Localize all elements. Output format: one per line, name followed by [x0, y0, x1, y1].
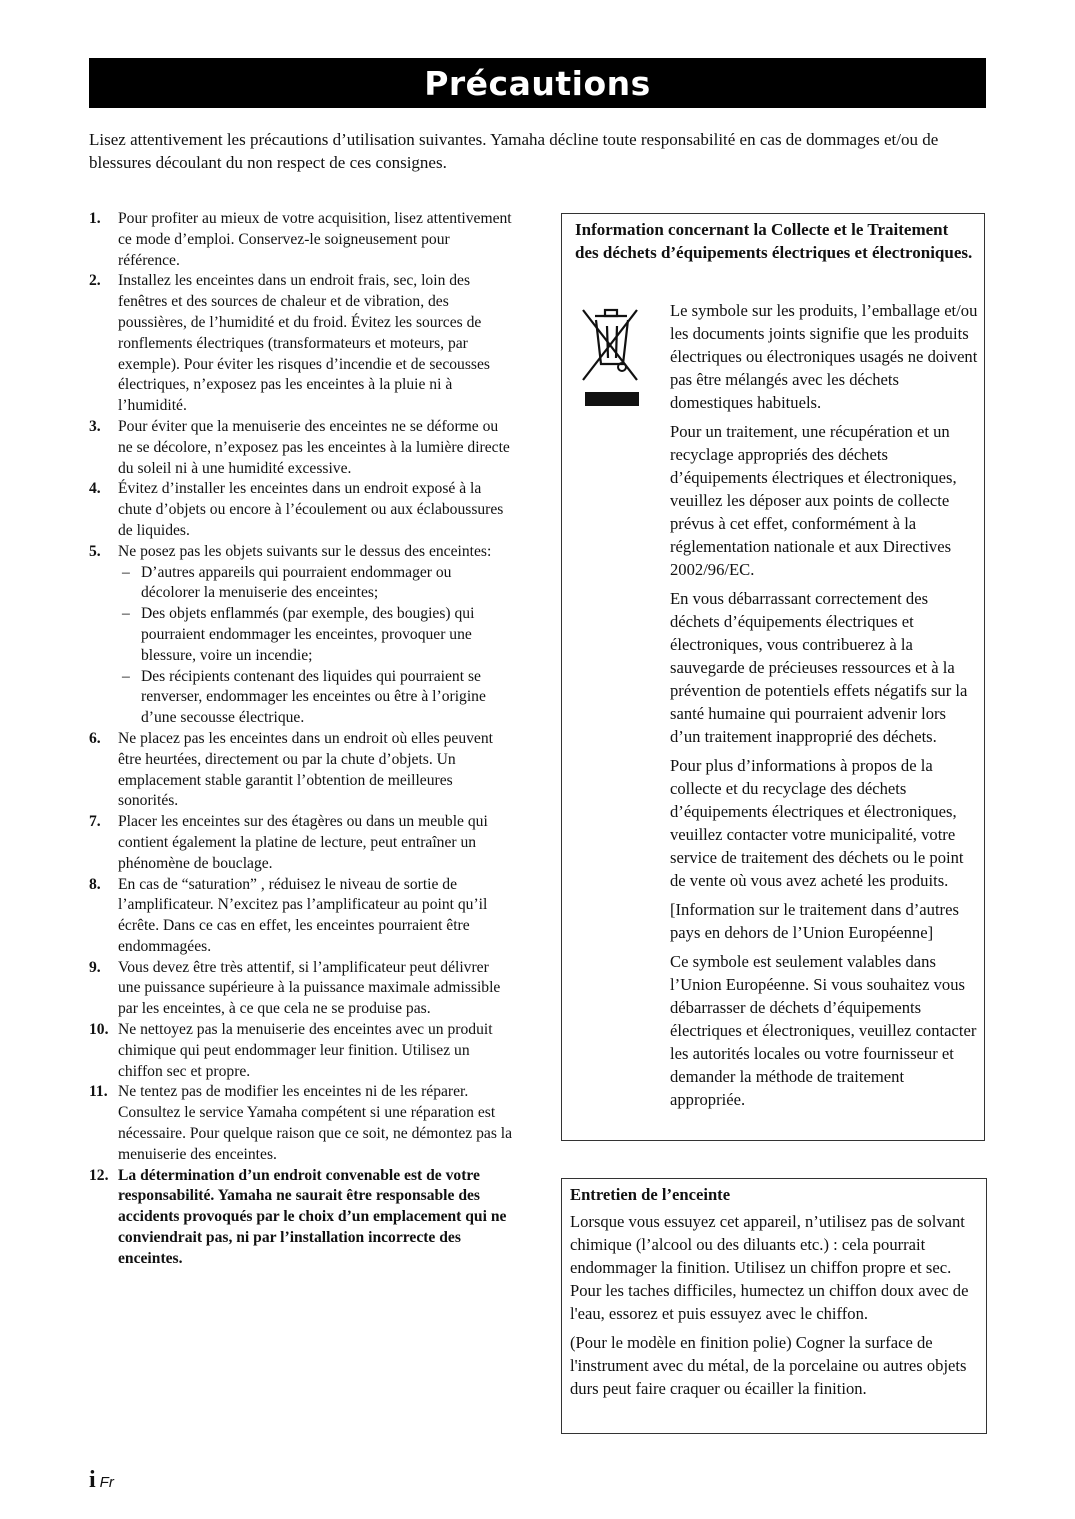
weee-paragraph: Pour un traitement, une récupération et un recyclage appropriés des déchets d’équipements électriques et électroniques, veuillez les déposer aux points de collecte prévus à cet effet, conformément à la réglementation nationale et aux Directives 2002/96/EC.: [670, 422, 957, 579]
list-item-body: [118, 812, 513, 874]
precautions-list: [89, 209, 513, 1270]
list-item-body: [118, 542, 513, 729]
list-item-number: 4.: [89, 480, 101, 498]
list-item-body: [118, 417, 513, 479]
list-item: [89, 1166, 513, 1270]
list-item-text: Installez les enceintes dans un endroit frais, sec, loin des fenêtres et des sources de chaleur et de vibration, des poussières, de l’humidité et du froid. Évitez les sources de ronflements électriques (transformateurs et moteurs, par exemple). Pour éviter les risques d’incendie et de secousses électriques, n’exposez pas les enceintes à la pluie ni à l’humidité.: [118, 272, 490, 415]
list-item: [89, 812, 513, 874]
list-item-text: Pour éviter que la menuiserie des enceintes ne se déforme ou ne se décolore, n’exposez pas les enceintes à la lumière directe du soleil ni à une humidité excessive.: [118, 417, 510, 477]
list-item: [89, 729, 513, 812]
sub-list-dash: –: [122, 667, 130, 685]
weee-paragraphs: [670, 299, 978, 1117]
list-item-text: Ne posez pas les objets suivants sur le dessus des enceintes:: [118, 542, 492, 560]
list-item: [89, 1082, 513, 1165]
list-item: [89, 417, 513, 479]
weee-paragraph: Pour plus d’informations à propos de la collecte et du recyclage des déchets d’équipements électriques et électroniques, veuillez contacter votre municipalité, votre service de traitement des déchets ou le point de vente où vous avez acheté les produits.: [670, 756, 964, 890]
list-item-number: 12.: [89, 1166, 109, 1184]
list-item: [89, 209, 513, 271]
care-paragraph: (Pour le modèle en finition polie) Cogner la surface de l'instrument avec du métal, de la porcelaine ou autres objets durs peut faire craquer ou écailler la finition.: [570, 1333, 967, 1398]
list-item-text: Placer les enceintes sur des étagères ou dans un meuble qui contient également la platine de lecture, peut entraîner un phénomène de bouclage.: [118, 813, 488, 872]
language-code: Fr: [99, 1474, 114, 1491]
list-item-body: [118, 1020, 513, 1082]
crossed-out-wheelie-bin-icon: [575, 304, 647, 414]
sub-list-item: [122, 604, 513, 666]
speaker-care-box: [561, 1178, 987, 1434]
sub-list-dash: –: [122, 605, 130, 623]
list-item: [89, 542, 513, 729]
list-item: [89, 479, 513, 541]
weee-paragraph: Le symbole sur les produits, l’emballage et/ou les documents joints signifie que les produits électriques ou électroniques usagés ne doivent pas être mélangés avec les déchets domestiques habituels.: [670, 301, 978, 412]
page-title: Précautions: [89, 58, 986, 108]
list-item-body: [118, 479, 513, 541]
list-item-number: 1.: [89, 210, 101, 227]
list-item-body: [118, 209, 513, 271]
page-footer: [89, 1467, 114, 1494]
list-item-number: 5.: [89, 542, 101, 560]
list-item-number: 2.: [89, 272, 101, 290]
weee-heading: Information concernant la Collecte et le Traitement des déchets d’équipements électriques et électroniques.: [575, 220, 973, 262]
sub-list-text: Des objets enflammés (par exemple, des bougies) qui pourraient endommager les enceintes, provoquer une blessure, voire un incendie;: [141, 605, 475, 664]
list-item-text: Évitez d’installer les enceintes dans un endroit exposé à la chute d’objets ou encore à l’écoulement ou aux éclaboussures de liquides.: [118, 480, 504, 539]
list-item-text: Ne placez pas les enceintes dans un endroit où elles peuvent être heurtées, directement ou par la chute d’objets. Un emplacement stable garantit l’obtention de meilleures sonorités.: [118, 729, 493, 810]
list-item-number: 9.: [89, 958, 101, 976]
list-item-text: La détermination d’un endroit convenable est de votre responsabilité. Yamaha ne saurait être responsable des accidents provoqués par le choix d’un emplacement qui ne conviendrait pas, ni par l’installation incorrecte des enceintes.: [118, 1166, 507, 1267]
list-item-body: [118, 1166, 513, 1270]
list-item-text: En cas de “saturation” , réduisez le niveau de sortie de l’amplificateur. N’excitez pas l’amplificateur au point qu’il écrête. Dans ce cas en effet, les enceintes pourraient être endommagées.: [118, 875, 488, 955]
list-item-text: Ne nettoyez pas la menuiserie des enceintes avec un produit chimique qui peut endommager leur finition. Utilisez un chiffon sec et propre.: [118, 1021, 493, 1080]
list-item-number: 10.: [89, 1021, 109, 1039]
list-item-text: Ne tentez pas de modifier les enceintes ni de les réparer. Consultez le service Yamaha compétent si une réparation est nécessaire. Pour quelque raison que ce soit, ne démontez pas la menuiserie des enceintes.: [118, 1083, 513, 1163]
list-item-body: [118, 729, 513, 812]
weee-paragraph: En vous débarrassant correctement des déchets d’équipements électriques et électroniques, vous contribuerez à la sauvegarde de précieuses ressources et à la prévention de potentiels effets négatifs sur la santé humaine qui pourraient advenir lors d’un traitement inapproprié des déchets.: [670, 589, 968, 746]
list-item: [89, 271, 513, 417]
weee-paragraph: Ce symbole est seulement valables dans l’Union Européenne. Si vous souhaitez vous débarrasser de déchets d’équipements électriques et électroniques, veuillez contacter les autorités locales ou votre fournisseur et demander la méthode de traitement appropriée.: [670, 952, 977, 1109]
list-item: [89, 875, 513, 958]
page-number: i: [89, 1467, 96, 1493]
care-paragraph: Lorsque vous essuyez cet appareil, n’utilisez pas de solvant chimique (l’alcool ou des diluants etc.) : cela pourrait endommager la finition. Utilisez un chiffon propre et sec. Pour les taches difficiles, humectez un chiffon doux avec de l'eau, essorez et puis essuyez avec le chiffon.: [570, 1212, 969, 1323]
weee-paragraph: [Information sur le traitement dans d’autres pays en dehors de l’Union Européenne]: [670, 900, 959, 942]
sub-list-text: D’autres appareils qui pourraient endommager ou décolorer la menuiserie des enceintes;: [141, 563, 452, 602]
sub-list-text: Des récipients contenant des liquides qui pourraient se renverser, endommager les enceintes ou être à l’origine d’une secousse électrique.: [141, 667, 486, 727]
list-item-body: [118, 958, 513, 1020]
list-item: [89, 958, 513, 1020]
list-item: [89, 1020, 513, 1082]
list-item-number: 7.: [89, 813, 101, 831]
list-item-number: 3.: [89, 417, 101, 435]
sub-list-dash: –: [122, 563, 130, 581]
list-item-number: 11.: [89, 1083, 108, 1101]
list-item-number: 6.: [89, 729, 101, 747]
list-item-number: 8.: [89, 875, 101, 893]
sub-list-item: [122, 563, 513, 605]
list-item-body: [118, 875, 513, 958]
sub-list-item: [122, 667, 513, 729]
list-item-text: Vous devez être très attentif, si l’amplificateur peut délivrer une puissance supérieure à la puissance maximale admissible par les enceintes, à ce que cela ne se produise pas.: [118, 958, 501, 1018]
list-item-text: Pour profiter au mieux de votre acquisition, lisez attentivement ce mode d’emploi. Conservez-le soigneusement pour référence.: [118, 210, 512, 269]
list-item-body: [118, 271, 513, 417]
intro-text: Lisez attentivement les précautions d’utilisation suivantes. Yamaha décline toute responsabilité en cas de dommages et/ou de blessures découlant du non respect de ces consignes.: [89, 130, 939, 172]
list-item-body: [118, 1082, 513, 1165]
care-heading: Entretien de l’enceinte: [570, 1185, 731, 1204]
weee-info-box: [561, 213, 985, 1141]
